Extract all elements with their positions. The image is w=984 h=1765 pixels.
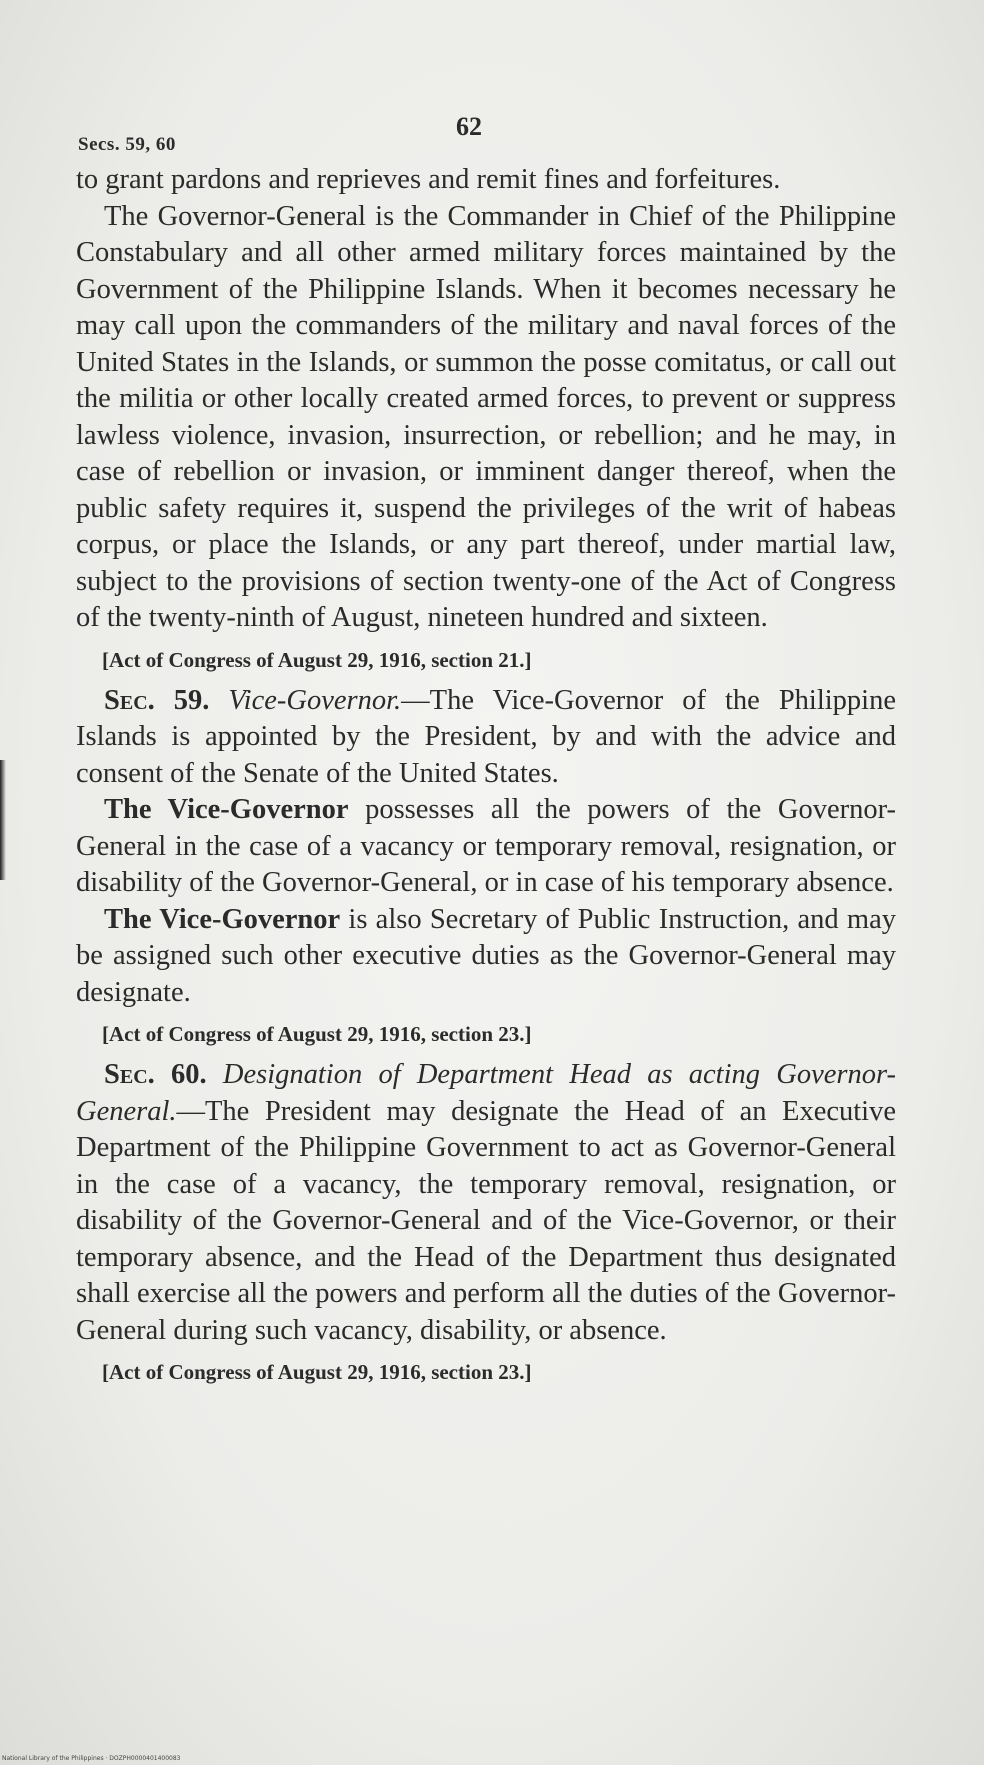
citation-section-21: [Act of Congress of August 29, 1916, section 21.] [102, 647, 532, 672]
section-59-paragraph [76, 683, 896, 793]
running-head: Secs. 59, 60 [78, 134, 176, 155]
section-59-label: Sec. 59. [104, 684, 210, 716]
section-60-text: —The President may designate the Head of an Executive Department of the Philippine Government to act as Governor-General in the case of a vacancy, the temporary removal, resignation, or disability of the Governor-General and of the Vice-Governor, or their temporary absence, and the Head of the Department thus designated shall exercise all the powers and perform all the duties of the Governor-General during such vacancy, disability, or absence. [76, 1095, 896, 1346]
page-body [76, 162, 896, 1395]
section-59-title: Vice-Governor. [228, 684, 402, 716]
page-number: 62 [456, 112, 482, 141]
scan-edge-shadow [0, 760, 6, 880]
vice-governor-secretary-text: is also Secretary of Public Instruction, and may be assigned such other executive duties as the Governor-General may designate. [76, 903, 896, 1008]
paragraph-continuation: to grant pardons and reprieves and remit fines and forfeitures. [76, 164, 781, 195]
vice-governor-lead-2: The Vice-Governor [104, 903, 341, 935]
paragraph-vice-governor-secretary [76, 902, 896, 1012]
section-59-text: —The Vice-Governor of the Philippine Islands is appointed by the President, by and with the advice and consent of the Senate of the United States. [76, 684, 896, 789]
paragraph-vice-governor-powers [76, 792, 896, 902]
vice-governor-lead-1: The Vice-Governor [104, 794, 349, 825]
vice-governor-powers-text: possesses all the powers of the Governor-General in the case of a vacancy or temporary removal, resignation, or disability of the Governor-General, or in case of his temporary absence. [76, 794, 896, 898]
page-header [78, 112, 898, 155]
paragraph-commander-in-chief: The Governor-General is the Commander in Chief of the Philippine Constabulary and all other armed military forces maintained by the Government of the Philippine Islands. When it becomes necessary he may call upon the commanders of the military and naval forces of the United States in the Islands, or summon the posse comitatus, or call out the militia or other locally created armed forces, to prevent or suppress lawless violence, invasion, insurrection, or rebellion; and he may, in case of rebellion or invasion, or imminent danger thereof, when the public safety requires it, suspend the privileges of the writ of habeas corpus, or place the Islands, or any part thereof, under martial law, subject to the provisions of section twenty-one of the Act of Congress of the twenty-ninth of August, nineteen hundred and sixteen. [76, 200, 896, 633]
section-60-title: Designation of Department Head as acting Governor-General. [76, 1059, 896, 1127]
section-60-paragraph [76, 1057, 896, 1349]
citation-section-23-a: [Act of Congress of August 29, 1916, section 23.] [102, 1022, 532, 1046]
citation-section-23-b: [Act of Congress of August 29, 1916, section 23.] [102, 1360, 532, 1384]
section-60-label: Sec. 60. [104, 1059, 207, 1090]
scan-footer-note: National Library of the Philippines · DOZPH0000401400083 [2, 1755, 181, 1762]
